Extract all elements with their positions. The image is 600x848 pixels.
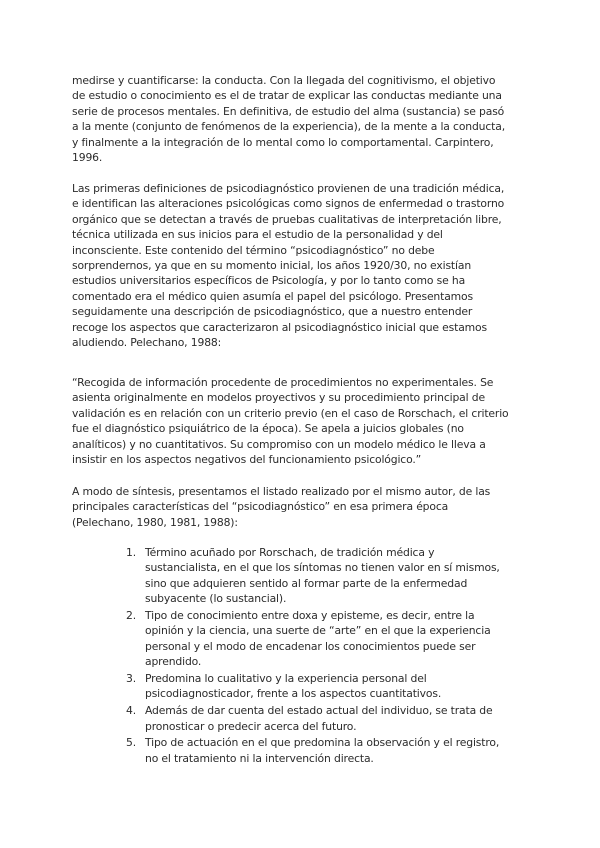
list-number: 3. (126, 672, 137, 686)
text-line: “Recogida de información procedente de procedimientos no experimentales. Se (72, 376, 494, 389)
text-line: Predomina lo cualitativo y la experiencia personal del (145, 672, 427, 686)
list-number: 2. (126, 609, 137, 623)
list-number: 4. (126, 704, 137, 718)
text-line: Además de dar cuenta del estado actual del individuo, se trata de (145, 704, 493, 718)
text-line: serie de procesos mentales. En definitiva, de estudio del alma (sustancia) se pasó (72, 104, 505, 118)
text-line: comentado era el médico quien asumía el papel del psicólogo. Presentamos (72, 289, 473, 303)
text-line: fue el diagnóstico psiquiátrico de la época). Se apela a juicios globales (no (72, 422, 464, 436)
text-line: insistir en los aspectos negativos del funcionamiento psicológico.” (72, 453, 422, 467)
paragraph-quote (72, 375, 524, 467)
text-line: aludiendo. Pelechano, 1988: (72, 336, 222, 350)
text-line: subyacente (lo sustancial). (145, 592, 287, 606)
text-line: Las primeras definiciones de psicodiagnóstico provienen de una tradición médica, (72, 182, 505, 195)
text-line: Término acuñado por Rorschach, de tradición médica y (145, 546, 435, 559)
paragraph-synthesis (72, 484, 524, 530)
text-line: seguidamente una descripción de psicodiagnóstico, que a nuestro entender (72, 305, 473, 319)
text-line: recoge los aspectos que caracterizaron al psicodiagnóstico inicial que estamos (72, 320, 487, 334)
text-line: principales características del “psicodiagnóstico” en esa primera época (72, 500, 449, 514)
text-line: sino que adquieren sentido al formar parte de la enfermedad (145, 576, 468, 590)
text-line: estudios universitarios específicos de Psicología, y por lo tanto como se ha (72, 274, 466, 288)
text-line: orgánico que se detectan a través de pruebas cualitativas de interpretación libre, (72, 212, 502, 226)
text-line: psicodiagnosticador, frente a los aspectos cuantitativos. (145, 687, 442, 701)
text-line: personal y el modo de encadenar los conocimientos puede ser (145, 639, 476, 653)
text-line: sustancialista, en el que los síntomas no tienen valor en sí mismos, (145, 561, 500, 575)
text-line: A modo de síntesis, presentamos el listado realizado por el mismo autor, de las (72, 485, 491, 498)
text-line: Tipo de conocimiento entre doxa y episteme, es decir, entre la (145, 609, 475, 623)
list-number: 1. (126, 546, 137, 559)
text-line: a la mente (conjunto de fenómenos de la experiencia), de la mente a la conducta, (72, 120, 505, 134)
list-item (126, 735, 526, 766)
list-item (126, 671, 526, 702)
list-item (126, 545, 526, 607)
text-line: inconsciente. Este contenido del término “psicodiagnóstico” no debe (72, 243, 435, 257)
text-line: (Pelechano, 1980, 1981, 1988): (72, 515, 238, 529)
text-line: asienta originalmente en modelos proyectivos y su procedimiento principal de (72, 391, 485, 405)
text-line: validación es en relación con un criterio previo (en el caso de Rorschach, el criterio (72, 406, 509, 420)
text-line: e identifican las alteraciones psicológicas como signos de enfermedad o trastorno (72, 197, 505, 211)
list-item (126, 703, 526, 734)
text-line: y finalmente a la integración de lo mental como lo comportamental. Carpintero, (72, 135, 494, 149)
text-line: 1996. (72, 151, 103, 165)
text-line: de estudio o conocimiento es el de tratar de explicar las conductas mediante una (72, 89, 502, 103)
characteristics-list (126, 545, 526, 768)
text-line: Tipo de actuación en el que predomina la observación y el registro, (145, 736, 500, 750)
list-number: 5. (126, 736, 137, 750)
text-line: opinión y la ciencia, una suerte de “arte” en el que la experiencia (145, 624, 491, 638)
text-line: aprendido. (145, 655, 202, 669)
text-line: pronosticar o predecir acerca del futuro. (145, 719, 357, 733)
paragraph-definitions (72, 181, 524, 350)
text-line: no el tratamiento ni la intervención directa. (145, 751, 374, 765)
paragraph-cognitivism (72, 73, 524, 165)
text-line: analíticos) y no cuantitativos. Su compromiso con un modelo médico le lleva a (72, 437, 486, 451)
list-item (126, 608, 526, 670)
text-line: sorprendernos, ya que en su momento inicial, los años 1920/30, no existían (72, 259, 472, 273)
text-line: medirse y cuantificarse: la conducta. Con la llegada del cognitivismo, el objetivo (72, 74, 496, 87)
text-line: técnica utilizada en sus inicios para el estudio de la personalidad y del (72, 228, 443, 242)
